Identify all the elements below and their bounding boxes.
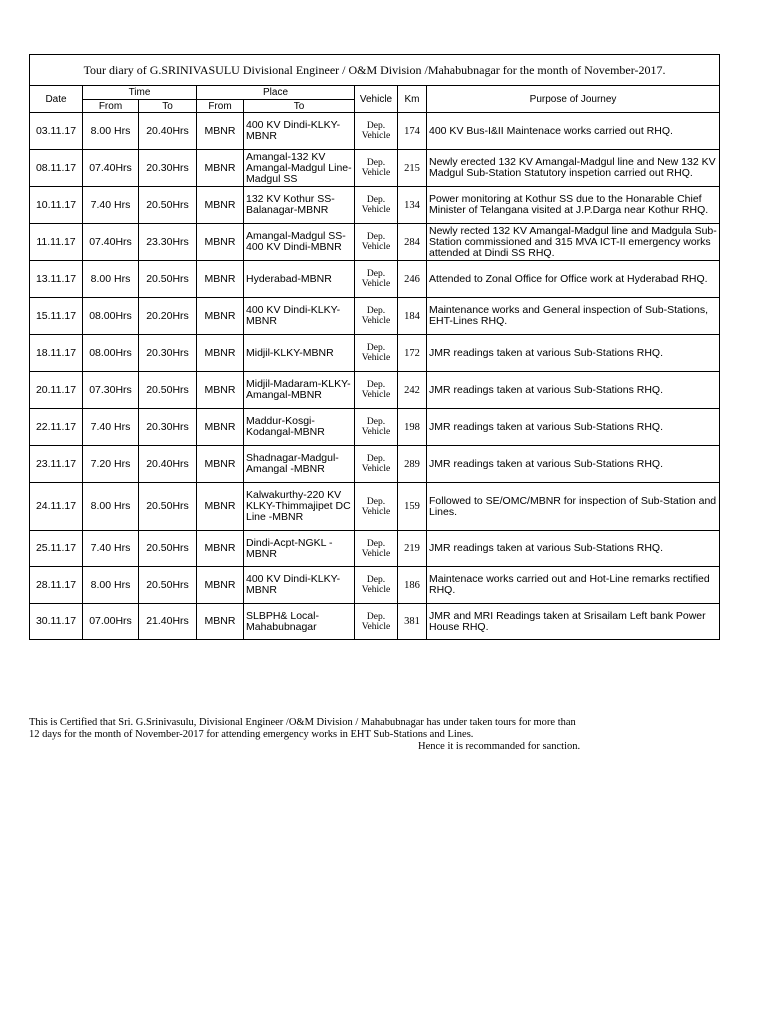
row-km: 159 <box>398 483 427 531</box>
row-place-from: MBNR <box>197 409 244 446</box>
title-row <box>30 55 720 86</box>
row-time-to: 21.40Hrs <box>139 604 197 640</box>
certificate-line-1: This is Certified that Sri. G.Srinivasulu, Divisional Engineer /O&M Division / Mahabubnagar has under taken tours for more than <box>29 717 576 728</box>
row-place-to: Midjil-Madaram-KLKY-Amangal-MBNR <box>244 372 355 409</box>
row-km: 289 <box>398 446 427 483</box>
row-time-to: 20.30Hrs <box>139 335 197 372</box>
row-vehicle: Dep. Vehicle <box>355 409 398 446</box>
row-purpose: Newly erected 132 KV Amangal-Madgul line and New 132 KV Madgul Sub-Station Statutory inspetion carried out RHQ. <box>427 150 720 187</box>
row-km: 172 <box>398 335 427 372</box>
row-time-from: 8.00 Hrs <box>83 261 139 298</box>
row-place-from: MBNR <box>197 187 244 224</box>
row-vehicle: Dep. Vehicle <box>355 150 398 187</box>
row-km: 174 <box>398 113 427 150</box>
certificate-recommendation: Hence it is recommanded for sanction. <box>418 741 581 752</box>
row-vehicle: Dep. Vehicle <box>355 113 398 150</box>
row-date: 23.11.17 <box>30 446 83 483</box>
date-header: Date <box>30 86 83 113</box>
row-km: 186 <box>398 567 427 604</box>
row-vehicle: Dep. Vehicle <box>355 483 398 531</box>
row-purpose: JMR readings taken at various Sub-Stations RHQ. <box>427 409 720 446</box>
row-purpose: JMR readings taken at various Sub-Stations RHQ. <box>427 446 720 483</box>
row-time-to: 20.50Hrs <box>139 372 197 409</box>
row-date: 22.11.17 <box>30 409 83 446</box>
row-km: 219 <box>398 531 427 567</box>
row-date: 18.11.17 <box>30 335 83 372</box>
row-time-from: 08.00Hrs <box>83 335 139 372</box>
row-time-from: 8.00 Hrs <box>83 113 139 150</box>
row-place-to: Kalwakurthy-220 KV KLKY-Thimmajipet DC Line -MBNR <box>244 483 355 531</box>
certificate-block <box>29 717 729 753</box>
row-time-to: 20.30Hrs <box>139 150 197 187</box>
row-place-to: 400 KV Dindi-KLKY-MBNR <box>244 567 355 604</box>
table-row <box>30 531 720 567</box>
row-place-to: Maddur-Kosgi-Kodangal-MBNR <box>244 409 355 446</box>
row-date: 24.11.17 <box>30 483 83 531</box>
row-time-to: 20.40Hrs <box>139 446 197 483</box>
row-place-from: MBNR <box>197 372 244 409</box>
table-row <box>30 261 720 298</box>
row-place-from: MBNR <box>197 261 244 298</box>
table-row <box>30 567 720 604</box>
row-place-to: Shadnagar-Madgul-Amangal -MBNR <box>244 446 355 483</box>
row-place-to: Amangal-132 KV Amangal-Madgul Line-Madgul SS <box>244 150 355 187</box>
row-place-from: MBNR <box>197 335 244 372</box>
row-time-to: 20.20Hrs <box>139 298 197 335</box>
row-time-to: 20.50Hrs <box>139 567 197 604</box>
row-time-from: 07.40Hrs <box>83 150 139 187</box>
row-time-to: 20.50Hrs <box>139 483 197 531</box>
table-row <box>30 224 720 261</box>
row-place-from: MBNR <box>197 224 244 261</box>
row-place-from: MBNR <box>197 531 244 567</box>
row-time-from: 7.40 Hrs <box>83 409 139 446</box>
row-purpose: Maintenance works and General inspection of Sub-Stations, EHT-Lines RHQ. <box>427 298 720 335</box>
row-time-from: 07.00Hrs <box>83 604 139 640</box>
table-body <box>30 113 720 640</box>
row-vehicle: Dep. Vehicle <box>355 335 398 372</box>
row-place-from: MBNR <box>197 567 244 604</box>
row-time-from: 07.40Hrs <box>83 224 139 261</box>
row-time-to: 20.50Hrs <box>139 531 197 567</box>
row-purpose: JMR readings taken at various Sub-Stations RHQ. <box>427 335 720 372</box>
row-time-from: 7.40 Hrs <box>83 187 139 224</box>
row-purpose: Power monitoring at Kothur SS due to the Honarable Chief Minister of Telangana visited at J.P.Darga near Kothur RHQ. <box>427 187 720 224</box>
table-row <box>30 187 720 224</box>
table-row <box>30 446 720 483</box>
row-vehicle: Dep. Vehicle <box>355 446 398 483</box>
row-date: 11.11.17 <box>30 224 83 261</box>
table-row <box>30 604 720 640</box>
row-date: 28.11.17 <box>30 567 83 604</box>
table-row <box>30 483 720 531</box>
certificate-line-2: 12 days for the month of November-2017 for attending emergency works in EHT Sub-Stations and Lines. <box>29 729 474 740</box>
row-place-to: 400 KV Dindi-KLKY-MBNR <box>244 113 355 150</box>
row-place-to: Amangal-Madgul SS-400 KV Dindi-MBNR <box>244 224 355 261</box>
row-purpose: JMR readings taken at various Sub-Stations RHQ. <box>427 372 720 409</box>
row-place-to: SLBPH& Local-Mahabubnagar <box>244 604 355 640</box>
purpose-header: Purpose of Journey <box>427 86 720 113</box>
row-place-from: MBNR <box>197 483 244 531</box>
row-purpose: JMR and MRI Readings taken at Srisailam Left bank Power House RHQ. <box>427 604 720 640</box>
row-date: 03.11.17 <box>30 113 83 150</box>
table-row <box>30 372 720 409</box>
row-vehicle: Dep. Vehicle <box>355 531 398 567</box>
row-time-to: 20.30Hrs <box>139 409 197 446</box>
row-vehicle: Dep. Vehicle <box>355 298 398 335</box>
row-vehicle: Dep. Vehicle <box>355 224 398 261</box>
place-from-header: From <box>197 100 244 113</box>
row-time-to: 20.50Hrs <box>139 187 197 224</box>
row-vehicle: Dep. Vehicle <box>355 187 398 224</box>
row-time-to: 20.40Hrs <box>139 113 197 150</box>
row-place-to: 400 KV Dindi-KLKY-MBNR <box>244 298 355 335</box>
row-time-from: 08.00Hrs <box>83 298 139 335</box>
row-date: 30.11.17 <box>30 604 83 640</box>
row-place-to: 132 KV Kothur SS-Balanagar-MBNR <box>244 187 355 224</box>
row-km: 284 <box>398 224 427 261</box>
row-place-from: MBNR <box>197 446 244 483</box>
tour-diary-table <box>29 54 720 640</box>
table-row <box>30 298 720 335</box>
row-place-from: MBNR <box>197 113 244 150</box>
row-date: 15.11.17 <box>30 298 83 335</box>
row-vehicle: Dep. Vehicle <box>355 372 398 409</box>
table-row <box>30 409 720 446</box>
row-km: 242 <box>398 372 427 409</box>
row-place-to: Hyderabad-MBNR <box>244 261 355 298</box>
row-place-from: MBNR <box>197 150 244 187</box>
row-time-from: 07.30Hrs <box>83 372 139 409</box>
row-date: 08.11.17 <box>30 150 83 187</box>
header-row-1 <box>30 86 720 100</box>
km-header: Km <box>398 86 427 113</box>
row-purpose: Attended to Zonal Office for Office work at Hyderabad RHQ. <box>427 261 720 298</box>
row-place-to: Midjil-KLKY-MBNR <box>244 335 355 372</box>
row-purpose: Maintenace works carried out and Hot-Line remarks rectified RHQ. <box>427 567 720 604</box>
row-date: 10.11.17 <box>30 187 83 224</box>
time-from-header: From <box>83 100 139 113</box>
row-time-from: 7.20 Hrs <box>83 446 139 483</box>
row-km: 246 <box>398 261 427 298</box>
table-header <box>30 55 720 113</box>
row-vehicle: Dep. Vehicle <box>355 567 398 604</box>
row-place-from: MBNR <box>197 298 244 335</box>
row-purpose: JMR readings taken at various Sub-Stations RHQ. <box>427 531 720 567</box>
row-purpose: Followed to SE/OMC/MBNR for inspection of Sub-Station and Lines. <box>427 483 720 531</box>
row-time-from: 7.40 Hrs <box>83 531 139 567</box>
row-vehicle: Dep. Vehicle <box>355 604 398 640</box>
row-time-to: 23.30Hrs <box>139 224 197 261</box>
row-purpose: 400 KV Bus-I&II Maintenace works carried out RHQ. <box>427 113 720 150</box>
time-to-header: To <box>139 100 197 113</box>
document-title: Tour diary of G.SRINIVASULU Divisional Engineer / O&M Division /Mahabubnagar for the month of November-2017. <box>30 55 720 86</box>
row-date: 13.11.17 <box>30 261 83 298</box>
row-km: 381 <box>398 604 427 640</box>
table-row <box>30 335 720 372</box>
row-place-to: Dindi-Acpt-NGKL -MBNR <box>244 531 355 567</box>
row-time-to: 20.50Hrs <box>139 261 197 298</box>
place-header: Place <box>197 86 355 100</box>
row-time-from: 8.00 Hrs <box>83 567 139 604</box>
time-header: Time <box>83 86 197 100</box>
table-row <box>30 150 720 187</box>
row-km: 184 <box>398 298 427 335</box>
row-place-from: MBNR <box>197 604 244 640</box>
row-date: 20.11.17 <box>30 372 83 409</box>
place-to-header: To <box>244 100 355 113</box>
row-km: 215 <box>398 150 427 187</box>
row-vehicle: Dep. Vehicle <box>355 261 398 298</box>
row-time-from: 8.00 Hrs <box>83 483 139 531</box>
row-purpose: Newly rected 132 KV Amangal-Madgul line and Madgula Sub-Station commissioned and 315 MVA ICT-II emergency works attended at Dindi SS RHQ. <box>427 224 720 261</box>
table-row <box>30 113 720 150</box>
vehicle-header: Vehicle <box>355 86 398 113</box>
row-date: 25.11.17 <box>30 531 83 567</box>
row-km: 134 <box>398 187 427 224</box>
row-km: 198 <box>398 409 427 446</box>
